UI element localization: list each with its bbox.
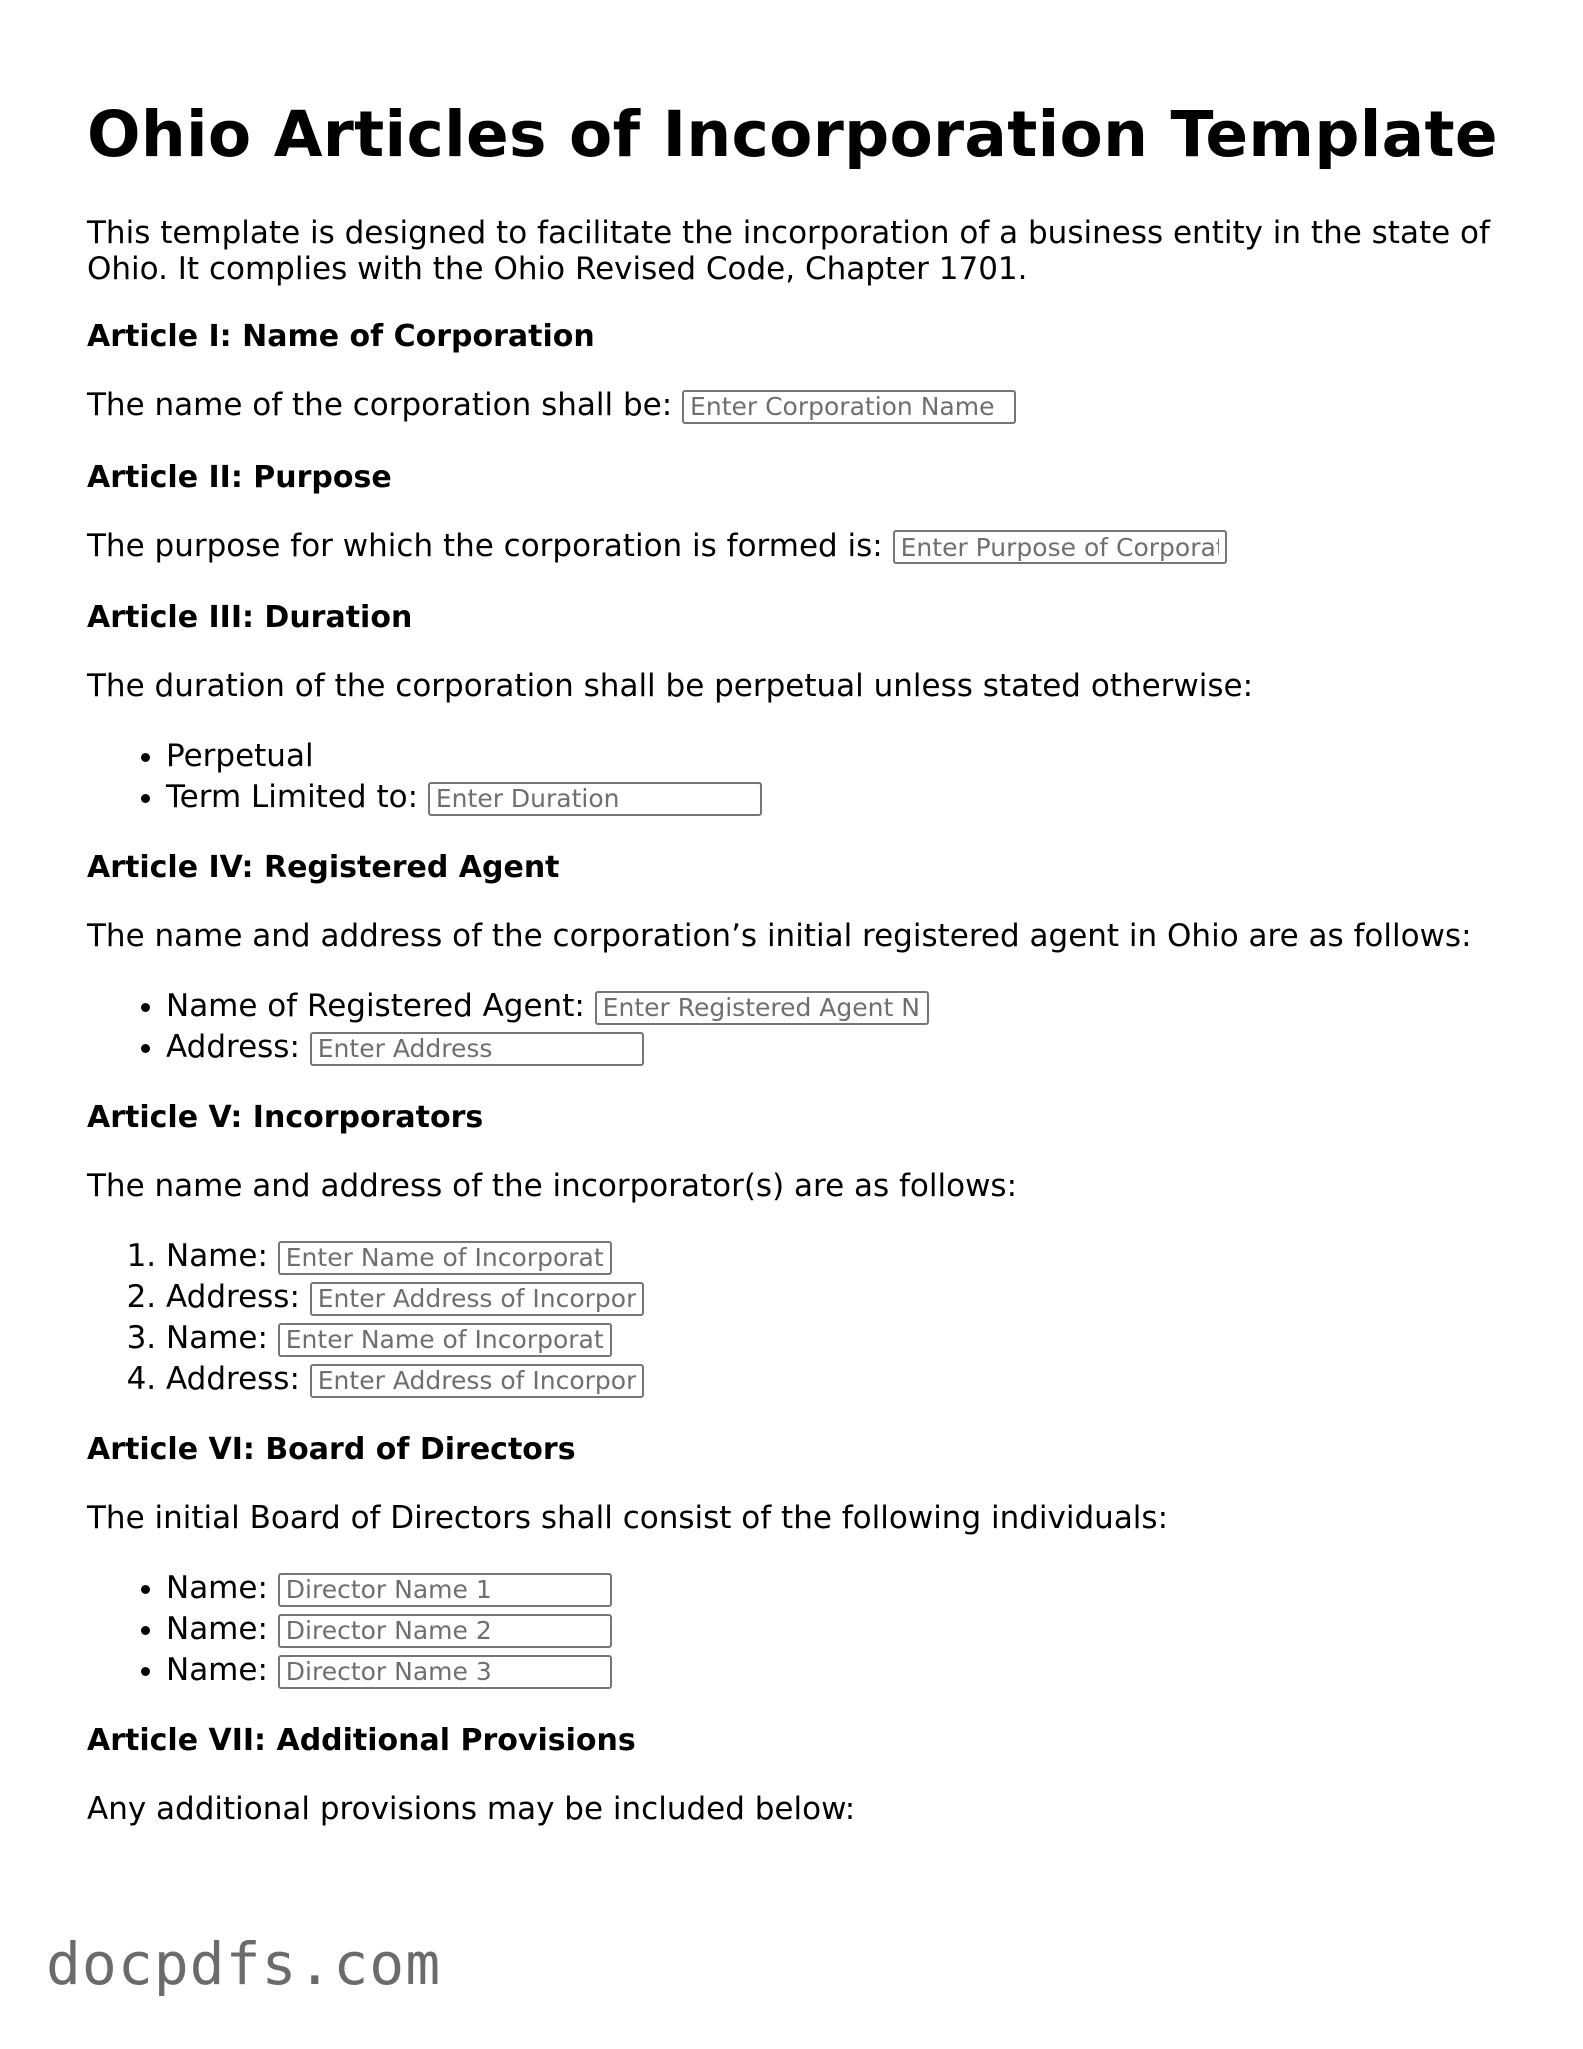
article-1-heading: Article I: Name of Corporation [87, 319, 595, 355]
article-2-heading: Article II: Purpose [87, 459, 392, 495]
duration-option-perpetual: • Perpetual [166, 736, 1507, 777]
watermark: docpdfs.com [46, 1930, 442, 1998]
article-1-text [87, 387, 1507, 424]
article-6-text: The initial Board of Directors shall consist of the following individuals: [87, 1500, 1169, 1537]
incorporator-item [166, 1359, 1507, 1400]
director-item [166, 1609, 1507, 1650]
incorporator-label: Name: [166, 1238, 268, 1275]
article-5-text: The name and address of the incorporator(s) are as follows: [87, 1168, 1018, 1205]
director-3-input[interactable] [278, 1655, 612, 1689]
article-2-text [87, 528, 1507, 565]
incorporators-list [87, 1236, 1507, 1400]
director-2-input[interactable] [278, 1614, 612, 1648]
director-label: Name: [166, 1570, 268, 1607]
duration-option-term [166, 777, 1507, 818]
article-4-section [87, 850, 1507, 1068]
director-item [166, 1568, 1507, 1609]
article-6-section [87, 1432, 1507, 1691]
article-2-label: The purpose for which the corporation is formed is: [87, 527, 883, 564]
registered-agent-address-item [166, 1027, 1507, 1068]
incorporator-label: Address: [166, 1361, 300, 1398]
article-5-heading: Article V: Incorporators [87, 1100, 484, 1136]
purpose-input[interactable] [893, 530, 1227, 564]
document-page [87, 100, 1507, 1863]
term-limited-label: Term Limited to: [166, 779, 419, 816]
director-label: Name: [166, 1611, 268, 1648]
incorporator-item [166, 1236, 1507, 1277]
intro-text: This template is designed to facilitate the incorporation of a business entity in the state of Ohio. It complies with the Ohio Revised Code, Chapter 1701. [87, 215, 1490, 288]
article-4-heading: Article IV: Registered Agent [87, 850, 560, 886]
incorporator-item [166, 1318, 1507, 1359]
article-1-section [87, 319, 1507, 424]
article-3-heading: Article III: Duration [87, 600, 413, 636]
article-7-section [87, 1723, 1507, 1827]
article-5-section [87, 1100, 1507, 1400]
incorporator-2-name-input[interactable] [278, 1323, 612, 1357]
registered-agent-list [87, 986, 1507, 1068]
directors-list [87, 1568, 1507, 1691]
article-2-section [87, 460, 1507, 565]
director-1-input[interactable] [278, 1573, 612, 1607]
corporation-name-input[interactable] [682, 390, 1016, 424]
incorporator-label: Address: [166, 1279, 300, 1316]
registered-agent-address-label: Address: [166, 1029, 300, 1066]
incorporator-1-address-input[interactable] [310, 1282, 644, 1316]
registered-agent-address-input[interactable] [310, 1032, 644, 1066]
director-item [166, 1650, 1507, 1691]
duration-input[interactable] [428, 782, 762, 816]
incorporator-label: Name: [166, 1320, 268, 1357]
article-1-label: The name of the corporation shall be: [87, 387, 673, 424]
article-6-heading: Article VI: Board of Directors [87, 1432, 576, 1468]
article-4-text: The name and address of the corporation’s initial registered agent in Ohio are as follows: [87, 918, 1472, 955]
duration-options-list [87, 736, 1507, 818]
article-3-text: The duration of the corporation shall be perpetual unless stated otherwise: [87, 668, 1254, 705]
director-label: Name: [166, 1652, 268, 1689]
registered-agent-name-label: Name of Registered Agent: [166, 988, 585, 1025]
registered-agent-name-input[interactable] [595, 991, 929, 1025]
article-7-text: Any additional provisions may be included below: [87, 1791, 856, 1828]
article-3-section [87, 600, 1507, 818]
incorporator-1-name-input[interactable] [278, 1241, 612, 1275]
page-title: Ohio Articles of Incorporation Template [87, 98, 1498, 171]
incorporator-2-address-input[interactable] [310, 1364, 644, 1398]
incorporator-item [166, 1277, 1507, 1318]
registered-agent-name-item [166, 986, 1507, 1027]
article-7-heading: Article VII: Additional Provisions [87, 1723, 636, 1759]
